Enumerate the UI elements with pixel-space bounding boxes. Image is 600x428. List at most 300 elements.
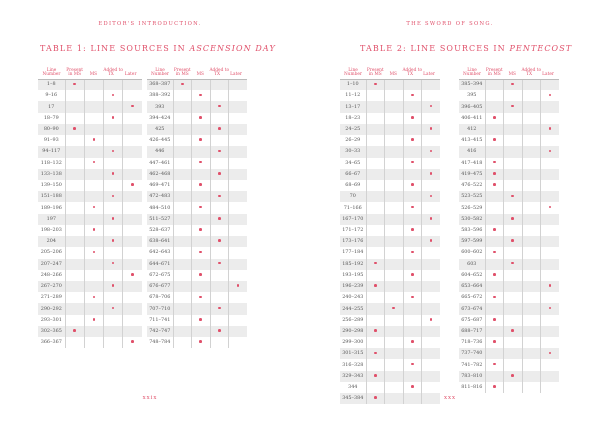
cell-present (485, 180, 504, 191)
table-row (340, 79, 440, 90)
cell-later (229, 303, 248, 314)
line-number-cell: 718–736 (461, 339, 483, 346)
table-row (147, 158, 247, 169)
cell-present (366, 158, 385, 169)
source-dot-icon (411, 161, 414, 164)
cell-ms (385, 180, 404, 191)
cell-tx (403, 259, 422, 270)
cell-present (366, 359, 385, 370)
cell-present (173, 315, 192, 326)
line-number-cell: 316–328 (342, 361, 364, 368)
line-sources-table-ascension-part2 (147, 64, 247, 348)
table-row (340, 315, 440, 326)
source-dot-icon (549, 352, 552, 355)
header-added-to-label: Added to (521, 67, 542, 73)
cell-later (229, 146, 248, 157)
source-dot-icon (411, 273, 414, 276)
table-row (340, 90, 440, 101)
table-row (147, 281, 247, 292)
cell-ms (192, 180, 211, 191)
source-dot-icon (493, 116, 496, 119)
source-dot-icon (93, 318, 96, 321)
cell-tx (522, 225, 541, 236)
source-dot-icon (411, 206, 414, 209)
header-tx: TX (107, 72, 114, 77)
line-number-cell: 673–674 (459, 303, 485, 314)
cell-later (541, 90, 560, 101)
line-number-cell: 688–717 (459, 326, 485, 337)
cell-present (65, 79, 84, 90)
cell-present (65, 101, 84, 112)
source-dot-icon (73, 127, 76, 130)
table-caption-title: ASCENSION DAY (189, 44, 276, 53)
cell-later (422, 315, 441, 326)
table-caption-text: TABLE 2: LINE SOURCES IN (360, 44, 510, 53)
source-dot-icon (199, 94, 202, 97)
cell-present (173, 202, 192, 213)
cell-later (229, 247, 248, 258)
cell-ms (504, 371, 523, 382)
source-dot-icon (374, 374, 377, 377)
cell-tx (210, 90, 229, 101)
cell-present (366, 79, 385, 90)
header-added-to-label: Added to (402, 67, 423, 73)
cell-later (541, 113, 560, 124)
source-dot-icon (374, 352, 377, 355)
cell-later (123, 236, 142, 247)
cell-later (541, 202, 560, 213)
cell-later (422, 281, 441, 292)
cell-later (229, 225, 248, 236)
header-later: Later (124, 72, 137, 77)
cell-present (65, 326, 84, 337)
table-row (38, 326, 142, 337)
source-dot-icon (199, 251, 202, 254)
cell-present (173, 90, 192, 101)
table-row (340, 337, 440, 348)
table-row (147, 326, 247, 337)
table-row (38, 101, 142, 112)
line-number-cell: 256–289 (342, 316, 364, 323)
cell-tx (210, 135, 229, 146)
cell-ms (504, 303, 523, 314)
table-row (147, 90, 247, 101)
cell-later (123, 135, 142, 146)
cell-ms (192, 247, 211, 258)
cell-present (485, 348, 504, 359)
cell-present (485, 135, 504, 146)
cell-present (65, 180, 84, 191)
cell-present (485, 382, 504, 393)
header-line-number: Line Number (147, 64, 173, 79)
cell-present (173, 326, 192, 337)
line-number-cell: 711–741 (149, 316, 171, 323)
line-number-cell: 66–67 (340, 169, 366, 180)
cell-later (541, 348, 560, 359)
line-number-cell: 18–23 (345, 114, 361, 121)
header-added-to (385, 64, 441, 79)
table-row (340, 359, 440, 370)
cell-tx (104, 214, 123, 225)
cell-later (229, 191, 248, 202)
cell-present (173, 225, 192, 236)
cell-present (485, 113, 504, 124)
cell-tx (522, 169, 541, 180)
table-row (147, 315, 247, 326)
table-header-row (340, 64, 440, 79)
cell-later (422, 326, 441, 337)
cell-ms (385, 158, 404, 169)
cell-present (173, 337, 192, 348)
source-dot-icon (430, 105, 433, 108)
table-row (340, 158, 440, 169)
cell-ms (385, 146, 404, 157)
source-dot-icon (218, 262, 221, 265)
cell-present (366, 281, 385, 292)
line-number-cell: 302–365 (38, 326, 65, 337)
table-row (340, 371, 440, 382)
line-number-cell: 11–12 (345, 92, 361, 99)
cell-later (229, 270, 248, 281)
cell-ms (504, 90, 523, 101)
table-row (147, 236, 247, 247)
line-number-cell: 462–468 (147, 169, 173, 180)
cell-present (485, 259, 504, 270)
cell-tx (104, 101, 123, 112)
line-number-cell: 469–471 (149, 182, 171, 189)
line-number-cell: 171–172 (342, 227, 364, 233)
cell-present (65, 202, 84, 213)
table-row (459, 214, 559, 225)
cell-ms (504, 315, 523, 326)
cell-ms (84, 292, 103, 303)
cell-present (485, 303, 504, 314)
cell-ms (84, 202, 103, 213)
cell-tx (522, 259, 541, 270)
source-dot-icon (199, 116, 202, 119)
cell-present (485, 225, 504, 236)
source-dot-icon (112, 116, 115, 119)
line-number-cell: 9–16 (45, 92, 58, 99)
source-dot-icon (411, 138, 414, 141)
source-dot-icon (493, 251, 496, 254)
cell-later (541, 101, 560, 112)
line-number-cell: 24–25 (340, 124, 366, 135)
cell-later (422, 79, 441, 90)
page-number: xxx (443, 395, 457, 401)
cell-later (422, 247, 441, 258)
table-row (459, 337, 559, 348)
cell-later (422, 382, 441, 393)
cell-tx (210, 146, 229, 157)
table-row (459, 202, 559, 213)
cell-tx (403, 292, 422, 303)
cell-present (65, 259, 84, 270)
table-row (459, 326, 559, 337)
cell-present (485, 124, 504, 135)
table-row (459, 371, 559, 382)
cell-later (229, 180, 248, 191)
cell-present (65, 191, 84, 202)
table-row (38, 202, 142, 213)
table-row (147, 135, 247, 146)
header-present-in-ms: Present in MS (173, 64, 192, 79)
line-number-cell: 94–117 (38, 146, 65, 157)
cell-later (541, 303, 560, 314)
cell-ms (192, 326, 211, 337)
line-number-cell: 248–266 (40, 271, 62, 278)
source-dot-icon (218, 217, 221, 220)
table-row (147, 113, 247, 124)
source-dot-icon (430, 195, 433, 198)
source-dot-icon (112, 150, 115, 153)
cell-tx (104, 225, 123, 236)
cell-ms (192, 202, 211, 213)
line-number-cell: 406–411 (461, 114, 483, 121)
line-number-cell: 412 (459, 124, 485, 135)
cell-present (366, 326, 385, 337)
source-dot-icon (511, 83, 514, 86)
cell-present (173, 158, 192, 169)
header-line-number: Line Number (340, 64, 366, 79)
cell-later (422, 371, 441, 382)
line-number-cell: 603 (459, 259, 485, 270)
table-row (38, 180, 142, 191)
cell-ms (504, 180, 523, 191)
cell-tx (403, 124, 422, 135)
cell-tx (403, 382, 422, 393)
source-dot-icon (511, 105, 514, 108)
cell-present (366, 124, 385, 135)
source-dot-icon (199, 273, 202, 276)
cell-ms (385, 90, 404, 101)
table-row (340, 292, 440, 303)
cell-later (422, 113, 441, 124)
table-row (147, 191, 247, 202)
cell-tx (403, 281, 422, 292)
cell-tx (210, 124, 229, 135)
cell-later (123, 270, 142, 281)
cell-ms (84, 259, 103, 270)
cell-tx (522, 146, 541, 157)
line-number-cell: 197 (38, 214, 65, 225)
table-row (38, 270, 142, 281)
cell-ms (84, 124, 103, 135)
header-present-in-ms: Present in MS (366, 64, 385, 79)
source-dot-icon (493, 318, 496, 321)
header-ms: MS (508, 72, 516, 77)
table-row (459, 236, 559, 247)
line-number-cell: 742–747 (147, 326, 173, 337)
line-number-cell: 151–188 (38, 191, 65, 202)
cell-ms (385, 315, 404, 326)
cell-tx (104, 270, 123, 281)
cell-later (541, 259, 560, 270)
cell-present (366, 247, 385, 258)
line-number-cell: 1–8 (38, 79, 65, 90)
line-number-cell: 604–652 (461, 271, 483, 278)
cell-present (366, 371, 385, 382)
line-number-cell: 394–424 (149, 114, 171, 121)
source-dot-icon (511, 329, 514, 332)
table-row (459, 124, 559, 135)
cell-present (65, 146, 84, 157)
source-dot-icon (411, 228, 414, 231)
table-caption-text: TABLE 1: LINE SOURCES IN (40, 44, 190, 53)
source-dot-icon (73, 329, 76, 332)
source-dot-icon (131, 273, 134, 276)
cell-later (422, 90, 441, 101)
cell-present (485, 202, 504, 213)
source-dot-icon (199, 296, 202, 299)
source-dot-icon (493, 228, 496, 231)
cell-tx (210, 281, 229, 292)
cell-later (422, 191, 441, 202)
cell-tx (522, 337, 541, 348)
cell-tx (104, 281, 123, 292)
source-dot-icon (237, 284, 240, 287)
source-dot-icon (112, 217, 115, 220)
cell-tx (104, 180, 123, 191)
cell-ms (504, 158, 523, 169)
table-row (340, 191, 440, 202)
table-row (147, 337, 247, 348)
cell-ms (504, 191, 523, 202)
cell-later (229, 124, 248, 135)
cell-ms (385, 124, 404, 135)
line-number-cell: 484–510 (149, 204, 171, 211)
table-caption (40, 44, 276, 53)
header-present-in-ms: Present in MS (485, 64, 504, 79)
line-number-cell: 290–292 (38, 303, 65, 314)
table-row (38, 292, 142, 303)
cell-ms (385, 135, 404, 146)
cell-tx (522, 124, 541, 135)
cell-later (541, 247, 560, 258)
table-caption (360, 44, 572, 53)
table-row (459, 292, 559, 303)
table-row (38, 191, 142, 202)
cell-later (229, 236, 248, 247)
cell-present (65, 225, 84, 236)
line-number-cell: 34–65 (345, 159, 361, 166)
cell-tx (104, 315, 123, 326)
cell-present (366, 135, 385, 146)
line-number-cell: 597–599 (459, 236, 485, 247)
line-number-cell: 267–270 (38, 281, 65, 292)
cell-tx (522, 382, 541, 393)
line-number-cell: 393 (147, 101, 173, 112)
source-dot-icon (549, 150, 552, 153)
cell-later (229, 79, 248, 90)
cell-ms (192, 225, 211, 236)
cell-later (541, 169, 560, 180)
cell-ms (385, 169, 404, 180)
cell-present (173, 146, 192, 157)
source-dot-icon (73, 83, 76, 86)
cell-later (422, 225, 441, 236)
cell-tx (522, 292, 541, 303)
cell-ms (192, 101, 211, 112)
cell-later (229, 259, 248, 270)
table-row (459, 259, 559, 270)
cell-ms (504, 113, 523, 124)
cell-present (65, 158, 84, 169)
cell-tx (104, 158, 123, 169)
line-number-cell: 476–522 (461, 182, 483, 189)
table-row (38, 303, 142, 314)
source-dot-icon (430, 318, 433, 321)
cell-ms (84, 146, 103, 157)
table-row (147, 202, 247, 213)
cell-later (123, 259, 142, 270)
cell-tx (403, 371, 422, 382)
cell-later (422, 337, 441, 348)
cell-ms (192, 259, 211, 270)
cell-ms (84, 303, 103, 314)
cell-present (485, 169, 504, 180)
cell-present (173, 214, 192, 225)
cell-tx (403, 90, 422, 101)
source-dot-icon (493, 183, 496, 186)
cell-ms (385, 225, 404, 236)
cell-ms (385, 281, 404, 292)
table-row (147, 270, 247, 281)
line-sources-table-pentecost-part2 (459, 64, 559, 393)
line-number-cell: 737–740 (459, 348, 485, 359)
table-row (38, 247, 142, 258)
cell-present (173, 191, 192, 202)
cell-ms (504, 169, 523, 180)
cell-present (485, 281, 504, 292)
cell-later (541, 135, 560, 146)
table-header-row (38, 64, 142, 79)
table-row (38, 135, 142, 146)
table-row (340, 180, 440, 191)
cell-tx (403, 113, 422, 124)
table-row (340, 303, 440, 314)
table-row (459, 247, 559, 258)
cell-present (173, 281, 192, 292)
source-dot-icon (511, 374, 514, 377)
line-number-cell: 244–255 (340, 303, 366, 314)
cell-later (123, 146, 142, 157)
cell-tx (104, 202, 123, 213)
cell-present (65, 169, 84, 180)
cell-present (485, 371, 504, 382)
line-number-cell: 707–710 (147, 303, 173, 314)
cell-tx (522, 315, 541, 326)
line-number-cell: 193–195 (342, 271, 364, 278)
line-number-cell: 638–641 (147, 236, 173, 247)
cell-present (173, 124, 192, 135)
cell-present (485, 146, 504, 157)
table-row (147, 292, 247, 303)
cell-later (229, 214, 248, 225)
cell-later (422, 124, 441, 135)
header-added-to-label: Added to (103, 67, 123, 73)
cell-present (173, 79, 192, 90)
cell-ms (385, 270, 404, 281)
source-dot-icon (511, 239, 514, 242)
table-row (38, 113, 142, 124)
line-number-cell: 177–184 (342, 249, 364, 256)
line-number-cell: 446 (147, 146, 173, 157)
cell-present (65, 303, 84, 314)
table-row (340, 101, 440, 112)
cell-tx (104, 259, 123, 270)
source-dot-icon (511, 195, 514, 198)
